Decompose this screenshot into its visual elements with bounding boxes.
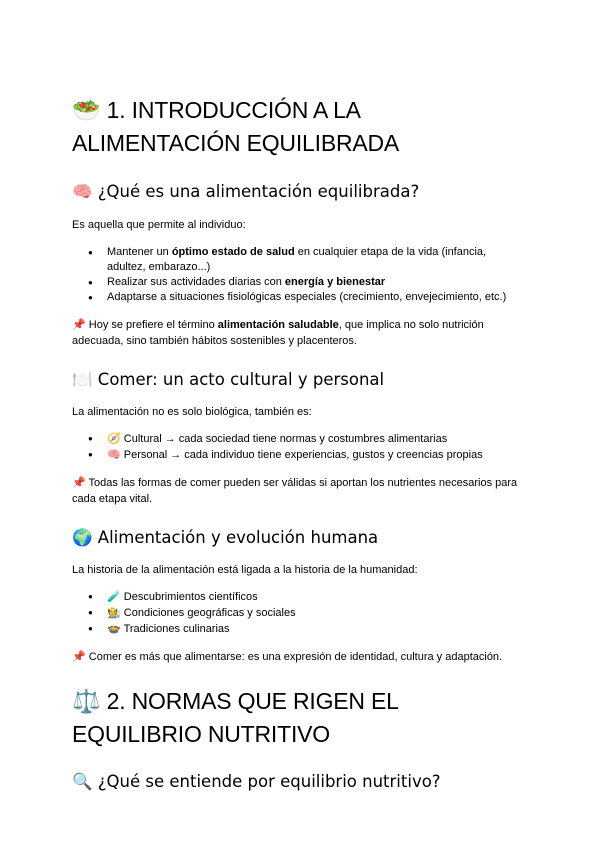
list-item-text: Tradiciones culinarias (123, 623, 230, 635)
list-item-text: Adaptarse a situaciones fisiológicas especiales (crecimiento, envejecimiento, etc.) (107, 291, 507, 303)
subheading-text: Comer: un acto cultural y personal (97, 370, 385, 389)
brain-icon: 🧠 (72, 182, 93, 201)
paragraph-intro: La alimentación no es solo biológica, también es: (72, 406, 312, 418)
pushpin-icon: 📌 (72, 318, 86, 331)
note-paragraph (72, 649, 532, 665)
subheading-equilibrio (72, 771, 532, 793)
list-item (72, 245, 532, 275)
note-bold: alimentación saludable (217, 319, 339, 331)
note-text: , que implica no solo nutrición (338, 319, 484, 331)
subheading-que-es (72, 181, 532, 203)
note-text: Comer es más que alimentarse: es una expresión de identidad, cultura y adaptación. (85, 651, 503, 663)
subheading-evolucion (72, 527, 532, 549)
subheading-text: Alimentación y evolución humana (97, 528, 379, 547)
paragraph-intro: La historia de la alimentación está ligada a la historia de la humanidad: (72, 564, 418, 576)
list-item (72, 447, 532, 463)
list-item-text: Cultural → cada sociedad tiene normas y costumbres alimentarias (123, 433, 448, 445)
pushpin-icon: 📌 (72, 650, 86, 663)
bullet-list-evolucion (72, 589, 532, 637)
bullet-list-que-es (72, 245, 532, 305)
plate-icon: 🍽️ (72, 370, 93, 389)
list-item-text: Mantener un (107, 246, 172, 258)
list-item-text: Realizar sus actividades diarias con (107, 276, 285, 288)
subheading-comer (72, 369, 532, 391)
section-title-line1: 1. INTRODUCCIÓN A LA (106, 97, 361, 123)
note-text: Todas las formas de comer pueden ser válidas si aportan los nutrientes necesarios para (85, 477, 518, 489)
balance-scale-icon: ⚖️ (72, 689, 101, 715)
globe-icon: 🌍 (72, 528, 93, 547)
section-title-introduccion (72, 94, 532, 159)
note-paragraph (72, 317, 532, 349)
list-item (72, 431, 532, 447)
list-item-text: en cualquier etapa de la vida (infancia, (294, 246, 487, 258)
pushpin-icon: 📌 (72, 476, 86, 489)
list-item-text: Condiciones geográficas y sociales (123, 607, 296, 619)
list-item (72, 275, 532, 290)
paragraph-intro: Es aquella que permite al individuo: (72, 219, 246, 231)
section-title-normas (72, 685, 532, 750)
list-item-text: adultez, embarazo...) (107, 261, 211, 273)
section-title-line1: 2. NORMAS QUE RIGEN EL (106, 688, 399, 714)
test-tube-icon: 🧪 (107, 590, 121, 603)
subheading-text: ¿Qué se entiende por equilibrio nutritivo? (97, 772, 441, 791)
note-text: adecuada, sino también hábitos sostenibles y placenteros. (72, 335, 357, 347)
brain-icon: 🧠 (107, 448, 121, 461)
section-title-line2: EQUILIBRIO NUTRITIVO (72, 721, 330, 747)
list-item-bold: energía y bienestar (284, 276, 386, 288)
subheading-text: ¿Qué es una alimentación equilibrada? (97, 182, 420, 201)
pot-of-food-icon: 🍲 (107, 622, 121, 635)
salad-icon: 🥗 (72, 98, 101, 124)
list-item-text: Descubrimientos científicos (123, 591, 258, 603)
compass-icon: 🧭 (107, 432, 121, 445)
list-item-bold: óptimo estado de salud (171, 246, 295, 258)
list-item (72, 589, 532, 605)
bullet-list-comer (72, 431, 532, 463)
note-text: Hoy se prefiere el término (85, 319, 218, 331)
list-item-text: Personal → cada individuo tiene experiencias, gustos y creencias propias (123, 449, 483, 461)
list-item (72, 605, 532, 621)
farmer-icon: 🧑‍🌾 (107, 606, 121, 619)
magnifier-icon: 🔍 (72, 772, 93, 791)
section-title-line2: ALIMENTACIÓN EQUILIBRADA (72, 130, 400, 156)
note-paragraph (72, 475, 532, 507)
list-item (72, 621, 532, 637)
note-text: cada etapa vital. (72, 493, 153, 505)
document-content (72, 94, 532, 793)
list-item (72, 290, 532, 305)
